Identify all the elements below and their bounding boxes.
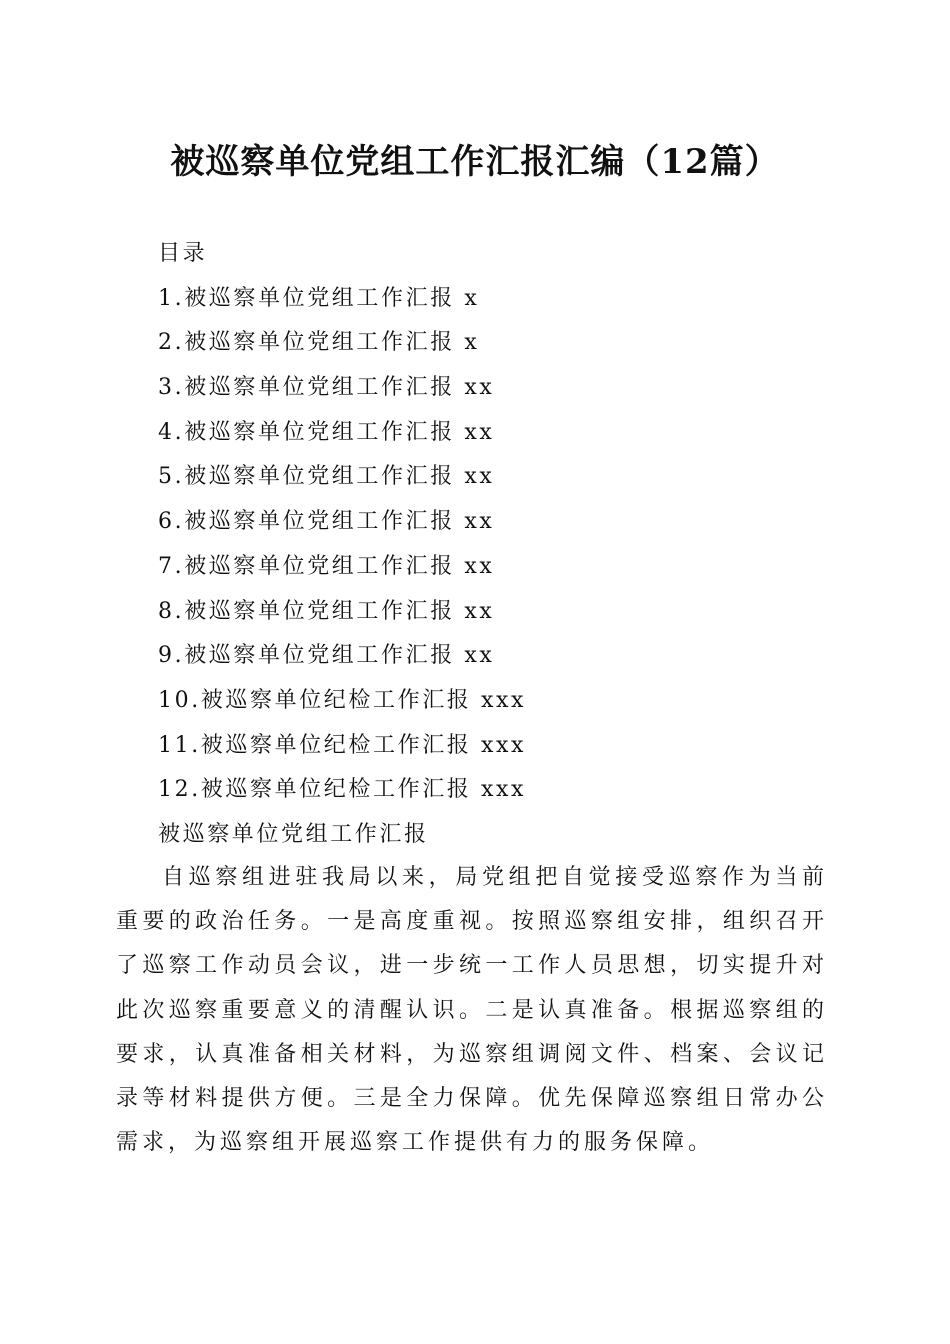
toc-heading: 目录 [158, 241, 208, 266]
toc-item: 4.被巡察单位党组工作汇报 xx [158, 419, 495, 445]
toc-item: 11.被巡察单位纪检工作汇报 xxx [158, 732, 527, 758]
toc-item: 12.被巡察单位纪检工作汇报 xxx [158, 777, 527, 803]
toc-item: 2.被巡察单位党组工作汇报 x [158, 330, 480, 356]
toc-item: 7.被巡察单位党组工作汇报 xx [158, 553, 495, 579]
toc-item: 10.被巡察单位纪检工作汇报 xxx [158, 687, 527, 713]
toc-item: 9.被巡察单位党组工作汇报 xx [158, 643, 495, 669]
document-title: 被巡察单位党组工作汇报汇编（12篇） [170, 142, 780, 182]
toc-item: 6.被巡察单位党组工作汇报 xx [158, 509, 495, 535]
table-of-contents [158, 232, 526, 858]
body-paragraph: 自巡察组进驻我局以来，局党组把自觉接受巡察作为当前重要的政治任务。一是高度重视。按照巡察组安排，组织召开了巡察工作动员会议，进一步统一工作人员思想，切实提升对此次巡察重要意义的清醒认识。二是认真准备。根据巡察组的要求，认真准备相关材料，为巡察组调阅文件、档案、会议记录等材料提供方便。三是全力保障。优先保障巡察组日常办公需求，为巡察组开展巡察工作提供有力的服务保障。 [116, 865, 828, 1156]
toc-item: 5.被巡察单位党组工作汇报 xx [158, 464, 495, 490]
toc-item: 1.被巡察单位党组工作汇报 x [158, 285, 480, 311]
toc-item: 8.被巡察单位党组工作汇报 xx [158, 598, 495, 624]
toc-item: 3.被巡察单位党组工作汇报 xx [158, 375, 495, 401]
section-title: 被巡察单位党组工作汇报 [158, 821, 429, 847]
